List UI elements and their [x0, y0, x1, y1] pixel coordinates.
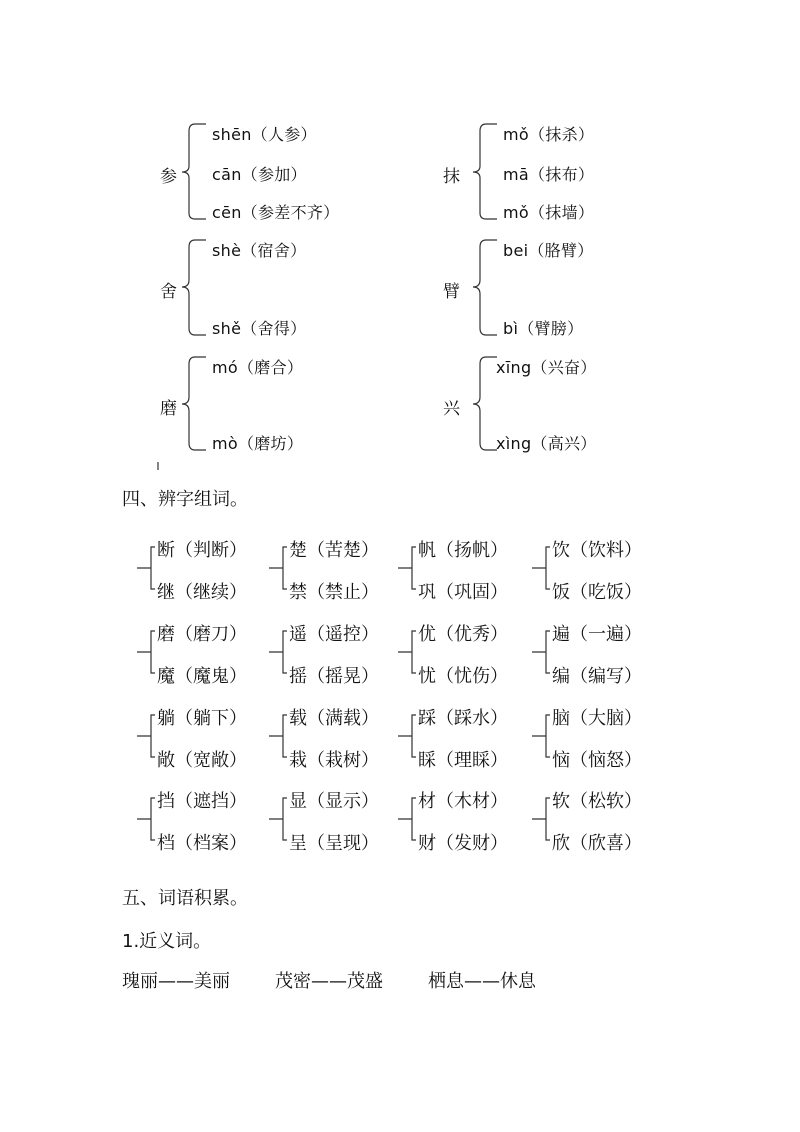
polyphone-reading: cēn（参差不齐） [212, 203, 340, 222]
section-4-title: 四、辨字组词。 [122, 489, 248, 510]
word-pair-item: 脑（大脑） [552, 708, 642, 729]
word-pair-bracket [137, 798, 155, 840]
word-pair-item: 禁（禁止） [289, 582, 379, 603]
word-pair-item: 踩（踩水） [418, 708, 508, 729]
word-pair-bracket [398, 798, 416, 840]
section-5-subtitle: 1.近义词。 [122, 931, 212, 952]
polyphone-char: 兴 [443, 399, 460, 419]
polyphone-reading: mǒ（抹墙） [503, 203, 595, 222]
polyphone-reading: shēn（人参） [212, 125, 317, 144]
word-pair-bracket [532, 547, 550, 589]
word-pair-bracket [137, 547, 155, 589]
word-pair-item: 载（满载） [289, 708, 379, 729]
polyphone-reading: mó（磨合） [212, 358, 304, 377]
section-5-title: 五、词语积累。 [122, 888, 248, 909]
word-pair-item: 继（继续） [157, 582, 247, 603]
polyphone-reading: shě（舍得） [212, 319, 307, 338]
polyphone-reading: xīng（兴奋） [496, 358, 597, 377]
word-pair-item: 软（松软） [552, 791, 642, 812]
word-pair-item: 编（编写） [552, 666, 642, 687]
word-pair-item: 遥（遥控） [289, 624, 379, 645]
word-pair-item: 优（优秀） [418, 624, 508, 645]
synonym-item: 茂密——茂盛 [275, 971, 383, 992]
word-pair-item: 楚（苦楚） [289, 540, 379, 561]
word-pair-bracket [398, 631, 416, 673]
synonym-item: 栖息——休息 [428, 971, 536, 992]
polyphone-reading: mā（抹布） [503, 165, 595, 184]
word-pair-bracket [532, 631, 550, 673]
word-pair-item: 遍（一遍） [552, 624, 642, 645]
word-pair-item: 饭（吃饭） [552, 582, 642, 603]
polyphone-reading: mǒ（抹杀） [503, 125, 595, 144]
word-pair-item: 呈（呈现） [289, 833, 379, 854]
word-pair-item: 躺（躺下） [157, 708, 247, 729]
polyphone-reading: mò（磨坊） [212, 434, 304, 453]
word-pair-item: 显（显示） [289, 791, 379, 812]
polyphone-reading: cān（参加） [212, 165, 307, 184]
word-pair-item: 档（档案） [157, 833, 247, 854]
word-pair-bracket [269, 798, 287, 840]
word-pair-item: 断（判断） [157, 540, 247, 561]
word-pair-bracket [269, 631, 287, 673]
word-pair-item: 帆（扬帆） [418, 540, 508, 561]
word-pair-item: 忧（忧伤） [418, 666, 508, 687]
word-pair-item: 欣（欣喜） [552, 833, 642, 854]
word-pair-item: 挡（遮挡） [157, 791, 247, 812]
polyphone-char: 参 [160, 167, 177, 187]
polyphone-reading: shè（宿舍） [212, 241, 307, 260]
word-pair-item: 材（木材） [418, 791, 508, 812]
word-pair-bracket [398, 547, 416, 589]
polyphone-reading: bei（胳臂） [503, 241, 594, 260]
word-pair-item: 魔（魔鬼） [157, 666, 247, 687]
polyphone-char: 舍 [160, 282, 177, 302]
synonym-item: 瑰丽——美丽 [122, 971, 230, 992]
word-pair-bracket [532, 715, 550, 757]
word-pair-item: 摇（摇晃） [289, 666, 379, 687]
word-pair-item: 栽（栽树） [289, 750, 379, 771]
word-pair-item: 巩（巩固） [418, 582, 508, 603]
word-pair-bracket [137, 715, 155, 757]
polyphone-char: 磨 [160, 399, 177, 419]
word-pair-item: 睬（理睬） [418, 750, 508, 771]
word-pair-bracket [269, 547, 287, 589]
word-pair-bracket [398, 715, 416, 757]
word-pair-item: 财（发财） [418, 833, 508, 854]
word-pair-item: 磨（磨刀） [157, 624, 247, 645]
polyphone-char: 抹 [443, 167, 460, 187]
word-pair-item: 饮（饮料） [552, 540, 642, 561]
word-pair-bracket [269, 715, 287, 757]
polyphone-char: 臂 [443, 282, 460, 302]
word-pair-bracket [532, 798, 550, 840]
word-pair-item: 敞（宽敞） [157, 750, 247, 771]
word-pair-bracket [137, 631, 155, 673]
polyphone-reading: xìng（高兴） [496, 434, 597, 453]
word-pair-item: 恼（恼怒） [552, 750, 642, 771]
polyphone-reading: bì（臂膀） [503, 319, 584, 338]
